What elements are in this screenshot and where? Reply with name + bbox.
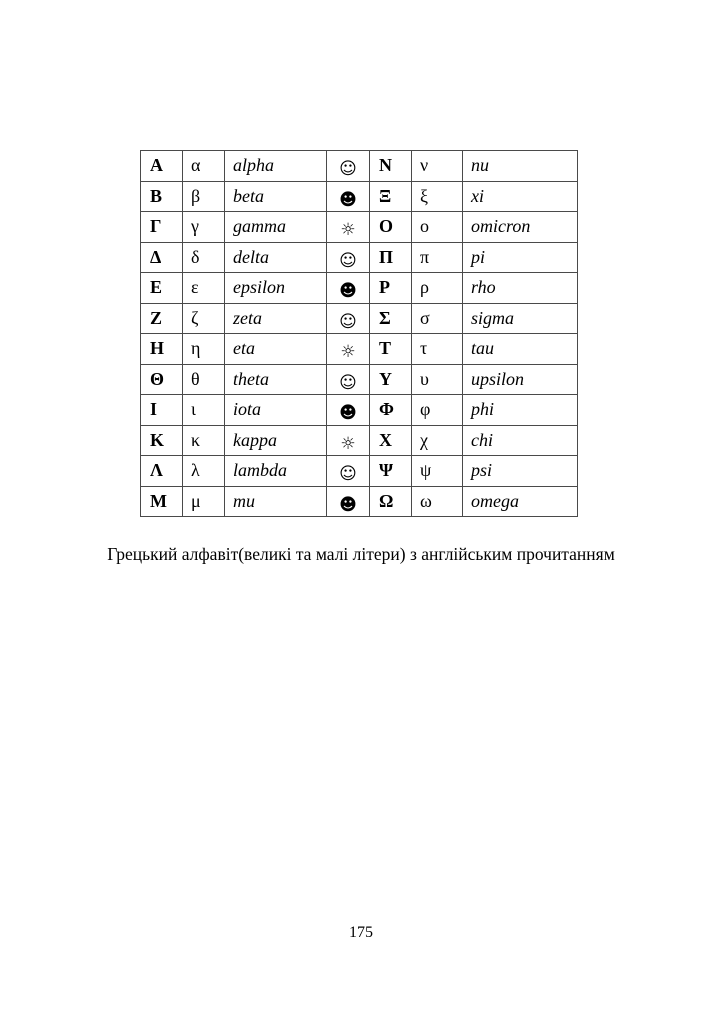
smiley-icon-cell: [327, 212, 370, 243]
smiley-icon-cell: [327, 364, 370, 395]
uppercase-letter-cell: Η: [141, 334, 183, 365]
smiley-icon-cell: [327, 242, 370, 273]
lowercase-letter-cell: ν: [412, 151, 463, 182]
smiley-icon-cell: [327, 273, 370, 304]
lowercase-letter-cell: σ: [412, 303, 463, 334]
black-smiley-icon: ☻: [339, 281, 357, 301]
table-row: [141, 303, 578, 334]
table-body: [141, 151, 578, 517]
lowercase-letter-cell: δ: [183, 242, 225, 273]
uppercase-letter-cell: Τ: [370, 334, 412, 365]
letter-name-cell: rho: [463, 273, 578, 304]
smiley-icon-cell: [327, 456, 370, 487]
letter-name-cell: psi: [463, 456, 578, 487]
uppercase-letter-cell: Β: [141, 181, 183, 212]
letter-name-cell: phi: [463, 395, 578, 426]
uppercase-letter-cell: Υ: [370, 364, 412, 395]
white-smiley-icon: ☺: [339, 311, 357, 332]
smiley-icon-cell: [327, 303, 370, 334]
table-row: [141, 486, 578, 517]
letter-name-cell: omicron: [463, 212, 578, 243]
uppercase-letter-cell: Α: [141, 151, 183, 182]
table-row: [141, 273, 578, 304]
table-row: [141, 456, 578, 487]
smiley-icon-cell: [327, 334, 370, 365]
uppercase-letter-cell: Κ: [141, 425, 183, 456]
letter-name-cell: chi: [463, 425, 578, 456]
uppercase-letter-cell: Χ: [370, 425, 412, 456]
table-row: [141, 242, 578, 273]
black-smiley-icon: ☻: [339, 494, 357, 515]
lowercase-letter-cell: β: [183, 181, 225, 212]
table-row: [141, 364, 578, 395]
uppercase-letter-cell: Λ: [141, 456, 183, 487]
lowercase-letter-cell: γ: [183, 212, 225, 243]
uppercase-letter-cell: Γ: [141, 212, 183, 243]
lowercase-letter-cell: χ: [412, 425, 463, 456]
letter-name-cell: epsilon: [225, 273, 327, 304]
uppercase-letter-cell: Ψ: [370, 456, 412, 487]
lowercase-letter-cell: κ: [183, 425, 225, 456]
smiley-icon-cell: [327, 486, 370, 517]
black-smiley-icon: ☻: [339, 189, 357, 210]
uppercase-letter-cell: Ξ: [370, 181, 412, 212]
uppercase-letter-cell: Ο: [370, 212, 412, 243]
letter-name-cell: eta: [225, 334, 327, 365]
lowercase-letter-cell: τ: [412, 334, 463, 365]
letter-name-cell: theta: [225, 364, 327, 395]
smiley-icon-cell: [327, 181, 370, 212]
uppercase-letter-cell: Ζ: [141, 303, 183, 334]
table-row: [141, 151, 578, 182]
lowercase-letter-cell: η: [183, 334, 225, 365]
lowercase-letter-cell: ψ: [412, 456, 463, 487]
page-number: 175: [349, 924, 373, 941]
uppercase-letter-cell: Φ: [370, 395, 412, 426]
lowercase-letter-cell: π: [412, 242, 463, 273]
uppercase-letter-cell: Π: [370, 242, 412, 273]
letter-name-cell: upsilon: [463, 364, 578, 395]
table-row: [141, 395, 578, 426]
lowercase-letter-cell: μ: [183, 486, 225, 517]
lowercase-letter-cell: ρ: [412, 273, 463, 304]
uppercase-letter-cell: Μ: [141, 486, 183, 517]
uppercase-letter-cell: Δ: [141, 242, 183, 273]
letter-name-cell: zeta: [225, 303, 327, 334]
lowercase-letter-cell: φ: [412, 395, 463, 426]
letter-name-cell: kappa: [225, 425, 327, 456]
greek-alphabet-table: [140, 150, 578, 517]
letter-name-cell: omega: [463, 486, 578, 517]
lowercase-letter-cell: α: [183, 151, 225, 182]
lowercase-letter-cell: θ: [183, 364, 225, 395]
letter-name-cell: delta: [225, 242, 327, 273]
lowercase-letter-cell: ο: [412, 212, 463, 243]
letter-name-cell: xi: [463, 181, 578, 212]
table-row: [141, 181, 578, 212]
uppercase-letter-cell: Ρ: [370, 273, 412, 304]
uppercase-letter-cell: Σ: [370, 303, 412, 334]
white-smiley-icon: ☺: [339, 159, 357, 179]
smiley-icon-cell: [327, 395, 370, 426]
table-row: [141, 212, 578, 243]
letter-name-cell: mu: [225, 486, 327, 517]
letter-name-cell: sigma: [463, 303, 578, 334]
letter-name-cell: lambda: [225, 456, 327, 487]
uppercase-letter-cell: Ε: [141, 273, 183, 304]
sun-icon: ☼: [340, 342, 356, 362]
letter-name-cell: alpha: [225, 151, 327, 182]
table-row: [141, 334, 578, 365]
white-smiley-icon: ☺: [339, 372, 357, 393]
smiley-icon-cell: [327, 425, 370, 456]
lowercase-letter-cell: λ: [183, 456, 225, 487]
lowercase-letter-cell: ι: [183, 395, 225, 426]
uppercase-letter-cell: Ι: [141, 395, 183, 426]
lowercase-letter-cell: ζ: [183, 303, 225, 334]
sun-icon: ☼: [340, 433, 356, 454]
table-row: [141, 425, 578, 456]
sun-icon: ☼: [340, 220, 356, 240]
black-smiley-icon: ☻: [339, 403, 357, 423]
uppercase-letter-cell: Θ: [141, 364, 183, 395]
uppercase-letter-cell: Ν: [370, 151, 412, 182]
letter-name-cell: iota: [225, 395, 327, 426]
letter-name-cell: pi: [463, 242, 578, 273]
uppercase-letter-cell: Ω: [370, 486, 412, 517]
lowercase-letter-cell: ω: [412, 486, 463, 517]
smiley-icon-cell: [327, 151, 370, 182]
letter-name-cell: beta: [225, 181, 327, 212]
white-smiley-icon: ☺: [339, 464, 357, 484]
lowercase-letter-cell: ε: [183, 273, 225, 304]
letter-name-cell: nu: [463, 151, 578, 182]
letter-name-cell: tau: [463, 334, 578, 365]
lowercase-letter-cell: ξ: [412, 181, 463, 212]
lowercase-letter-cell: υ: [412, 364, 463, 395]
table-caption: Грецький алфавіт(великі та малі літери) з англійським прочитанням: [107, 544, 615, 564]
letter-name-cell: gamma: [225, 212, 327, 243]
white-smiley-icon: ☺: [339, 250, 357, 271]
